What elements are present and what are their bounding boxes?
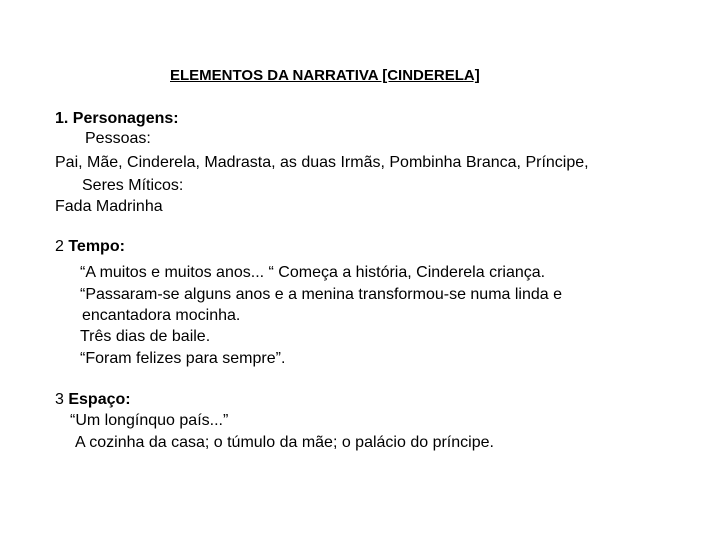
section-tempo-number: 2 xyxy=(55,238,69,255)
seres-miticos-list: Fada Madrinha xyxy=(55,198,163,215)
section-espaco-title: Espaço: xyxy=(68,391,131,408)
section-espaco-heading xyxy=(55,390,131,410)
tempo-line-3: encantadora mocinha. xyxy=(82,307,241,324)
section-personagens-heading: 1. Personagens: xyxy=(55,110,179,127)
section-tempo-title: Tempo: xyxy=(68,238,125,255)
pessoas-list: Pai, Mãe, Cinderela, Madrasta, as duas Irmãs, Pombinha Branca, Príncipe, xyxy=(55,154,589,171)
tempo-line-4: Três dias de baile. xyxy=(80,328,211,345)
slide-title: ELEMENTOS DA NARRATIVA [CINDERELA] xyxy=(170,67,480,84)
tempo-line-2: “Passaram-se alguns anos e a menina transformou-se numa linda e xyxy=(80,286,563,303)
espaco-line-1: “Um longínquo país...” xyxy=(70,412,229,429)
espaco-line-2: A cozinha da casa; o túmulo da mãe; o palácio do príncipe. xyxy=(75,434,494,451)
section-tempo-heading xyxy=(55,237,125,257)
seres-miticos-label: Seres Míticos: xyxy=(82,177,184,194)
tempo-line-5: “Foram felizes para sempre”. xyxy=(80,350,286,367)
tempo-line-1: “A muitos e muitos anos... “ Começa a história, Cinderela criança. xyxy=(80,264,546,281)
section-espaco-number: 3 xyxy=(55,391,69,408)
pessoas-label: Pessoas: xyxy=(85,130,151,147)
